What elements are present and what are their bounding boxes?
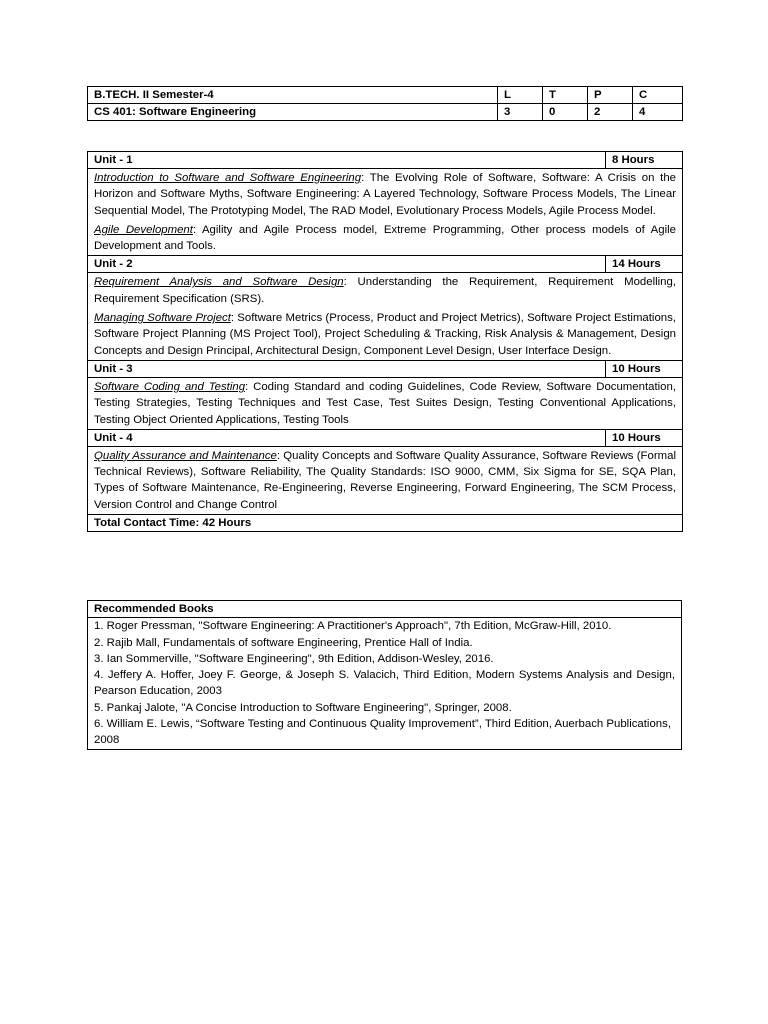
unit-header-row	[88, 256, 683, 273]
unit-topic: Introduction to Software and Software Engineering	[94, 172, 362, 184]
unit-label: Unit - 3	[88, 360, 606, 377]
unit-content-row	[88, 169, 683, 256]
unit-paragraph	[94, 379, 676, 428]
unit-hours: 8 Hours	[606, 152, 683, 169]
unit-topic: Software Coding and Testing	[94, 380, 246, 393]
unit-hours: 10 Hours	[606, 429, 683, 446]
unit-paragraph	[94, 170, 676, 219]
course-title: CS 401: Software Engineering	[88, 104, 498, 121]
unit-content	[88, 377, 683, 429]
unit-label: Unit - 1	[88, 152, 606, 169]
books-list	[88, 618, 682, 749]
unit-topic: Agile Development	[94, 223, 193, 236]
unit-content-row	[88, 273, 683, 360]
book-item: 5. Pankaj Jalote, "A Concise Introduction to Software Engineering", Springer, 2008.	[94, 701, 512, 714]
tutorial-value: 0	[543, 104, 588, 121]
unit-content	[88, 169, 683, 256]
books-list-row	[88, 618, 682, 749]
unit-paragraph	[94, 274, 676, 307]
credits-value: 4	[633, 104, 683, 121]
unit-topic: Managing Software Project	[94, 312, 231, 325]
unit-header-row	[88, 360, 683, 377]
unit-paragraph	[94, 448, 676, 513]
unit-header-row	[88, 152, 683, 169]
unit-label: Unit - 4	[88, 429, 606, 446]
unit-paragraph	[94, 310, 676, 359]
unit-topic-text: : Agility and Agile Process model, Extreme Programming, Other process models of Agile Development and Tools.	[94, 223, 676, 253]
unit-content	[88, 446, 683, 514]
unit-topic-text: : Software Metrics (Process, Product and Project Metrics), Software Project Estimations, Software Project Planning (MS Project Tool), Project Scheduling & Tracking, Risk Analysis & Management, Design Concepts and Design Principal, Architectural Design, Component Level Design, User Interface Design.	[94, 312, 676, 357]
book-item: 1. Roger Pressman, "Software Engineering: A Practitioner's Approach", 7th Edition, McGraw-Hill, 2010.	[94, 620, 612, 633]
unit-paragraph	[94, 222, 676, 255]
unit-topic-text: : Coding Standard and coding Guidelines, Code Review, Software Documentation, Testing Strategies, Testing Techniques and Test Case, Test Suites Design, Testing Conventional Applications, Testing Object Oriented Applications, Testing Tools	[94, 380, 676, 426]
book-item: 6. William E. Lewis, “Software Testing and Continuous Quality Improvement”, Third Edition, Auerbach Publications, 2008	[94, 718, 671, 747]
unit-header-row	[88, 429, 683, 446]
unit-topic: Quality Assurance and Maintenance	[94, 449, 277, 462]
unit-topic: Requirement Analysis and Software Design	[94, 276, 344, 289]
total-contact-time: Total Contact Time: 42 Hours	[88, 515, 683, 532]
unit-content-row	[88, 446, 683, 514]
unit-hours: 14 Hours	[606, 256, 683, 273]
recommended-books-table	[87, 600, 682, 750]
unit-topic-text: : Quality Concepts and Software Quality Assurance, Software Reviews (Formal Technical Reviews), Software Reliability, The Quality Standards: ISO 9000, CMM, Six Sigma for SE, SQA Plan, Types of Software Maintenance, Re-Engineering, Reverse Engineering, Forward Engineering, The SCM Process, Version Control and Change Control	[94, 449, 676, 511]
lecture-heading: L	[498, 87, 543, 104]
books-heading-row	[88, 601, 682, 618]
unit-content-row	[88, 377, 683, 429]
semester-row	[88, 87, 683, 104]
course-header-table	[87, 86, 683, 121]
book-item: 3. Ian Sommerville, "Software Engineering", 9th Edition, Addison-Wesley, 2016.	[94, 652, 494, 665]
book-item: 2. Rajib Mall, Fundamentals of software Engineering, Prentice Hall of India.	[94, 636, 473, 649]
book-item: 4. Jeffery A. Hoffer, Joey F. George, & Joseph S. Valacich, Third Edition, Modern Systems Analysis and Design, Pearson Education, 2003	[94, 669, 675, 698]
unit-hours: 10 Hours	[606, 360, 683, 377]
unit-topic-text: : Understanding the Requirement, Requirement Modelling, Requirement Specification (SRS).	[94, 276, 677, 305]
total-contact-row	[88, 515, 683, 532]
books-heading: Recommended Books	[88, 601, 682, 618]
course-row	[88, 104, 683, 121]
semester-title: B.TECH. II Semester-4	[88, 87, 498, 104]
unit-label: Unit - 2	[88, 256, 606, 273]
lecture-value: 3	[498, 104, 543, 121]
credits-heading: C	[633, 87, 683, 104]
practical-heading: P	[588, 87, 633, 104]
tutorial-heading: T	[543, 87, 588, 104]
syllabus-units-table	[87, 151, 683, 532]
unit-content	[88, 273, 683, 360]
unit-topic-text: : The Evolving Role of Software, Software: A Crisis on the Horizon and Software Myths, Software Engineering: A Layered Technology, Software Process Models, The Linear Sequential Model, The Prototyping Model, The RAD Model, Evolutionary Process Models, Agile Process Model.	[94, 172, 676, 217]
practical-value: 2	[588, 104, 633, 121]
